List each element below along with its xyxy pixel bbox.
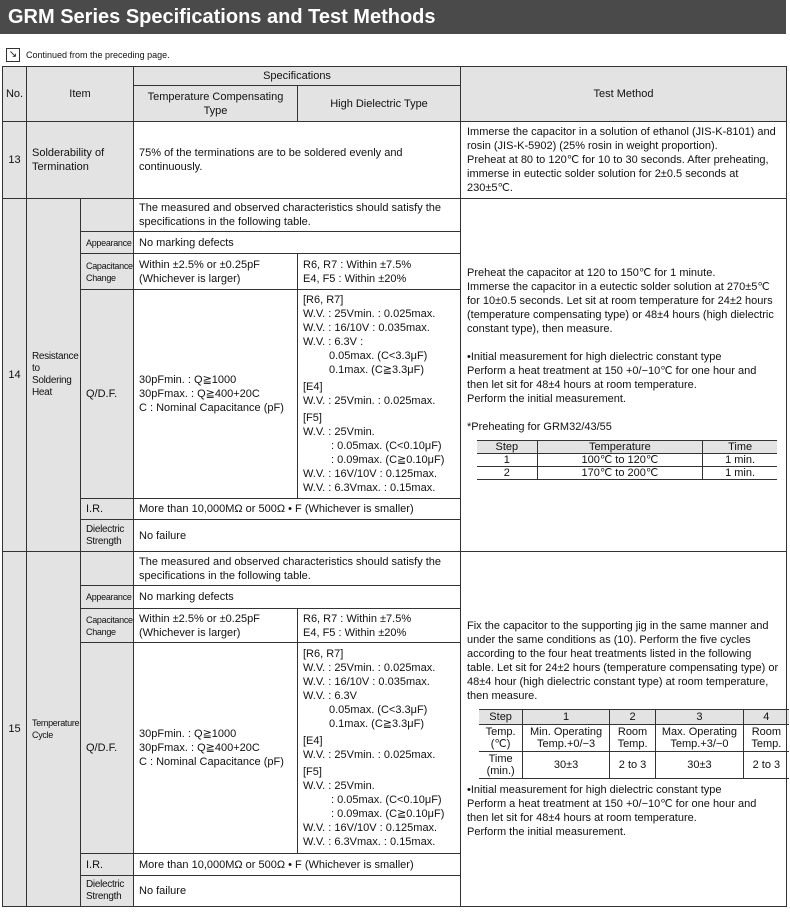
spec-qdf-hd (298, 643, 461, 854)
spec-ir: More than 10,000MΩ or 500Ω • F (Whichever is smaller) (134, 499, 461, 520)
row-no: 15 (3, 552, 27, 907)
qdf-line: [E4] (303, 381, 323, 393)
sub-label: Dielectric Strength (81, 876, 134, 907)
spec-ds: No failure (134, 520, 461, 552)
spec-cap-tc (134, 254, 298, 290)
page-title: GRM Series Specifications and Test Methods (0, 0, 786, 34)
spec-cap-tc (134, 609, 298, 643)
line: (Whichever is larger) (139, 272, 241, 285)
cell: Room Temp. (743, 725, 789, 752)
spec-table (2, 66, 787, 907)
sub-label: Capacitance Change (81, 609, 134, 643)
spec-text: 75% of the terminations are to be soldered evenly and continuously. (134, 122, 461, 199)
qdf-line: : 0.09max. (C≧0.10μF) (331, 454, 445, 466)
row-no: 14 (3, 199, 27, 552)
cell: 30±3 (656, 752, 744, 779)
spec-appearance: No marking defects (134, 586, 461, 609)
spec-qdf-hd (298, 290, 461, 499)
th: 4 (743, 710, 789, 725)
sub-label: I.R. (81, 854, 134, 876)
spec-cap-hd (298, 609, 461, 643)
qdf-line: W.V. : 6.3Vmax. : 0.15max. (303, 836, 436, 848)
cell: 1 (477, 454, 537, 467)
test-method (461, 122, 787, 199)
cell: Room Temp. (609, 725, 655, 752)
header-test-method: Test Method (461, 67, 787, 122)
line: R6, R7 : Within ±7.5% (303, 612, 412, 625)
cell: 2 (477, 467, 537, 480)
th: 1 (523, 710, 610, 725)
qdf-line: W.V. : 6.3Vmax. : 0.15max. (303, 482, 436, 494)
sub-label: Capacitance Change (81, 254, 134, 290)
qdf-line: : 0.09max. (C≧0.10μF) (331, 808, 445, 820)
sub-label: Q/D.F. (81, 643, 134, 854)
qdf-line: W.V. : 16/10V : 0.035max. (303, 322, 430, 334)
test-method (461, 552, 787, 907)
test-text: •Initial measurement for high dielectric constant type (467, 784, 722, 796)
th: Step (477, 441, 537, 454)
cell: Min. Operating Temp.+0/−3 (523, 725, 610, 752)
line: Within ±2.5% or ±0.25pF (139, 612, 260, 625)
test-text: Fix the capacitor to the supporting jig in the same manner and under the same conditions as (10). Perform the five cycles according to the four heat treatments listed in the following table. Let sit for 24±2 hours (temperature compensating type) or 48±4 hour (high dielectric constant type) at room temperature, then measure. (467, 620, 779, 702)
test-method (461, 199, 787, 552)
qdf-line: W.V. : 16V/10V : 0.125max. (303, 822, 438, 834)
qdf-line: W.V. : 25Vmin. : 0.025max. (303, 395, 436, 407)
cell: 170℃ to 200℃ (537, 467, 703, 480)
blank-cell (81, 199, 134, 232)
line: E4, F5 : Within ±20% (303, 626, 407, 639)
test-text: *Preheating for GRM32/43/55 (467, 421, 612, 433)
qdf-line: [E4] (303, 735, 323, 747)
spec-ds: No failure (134, 876, 461, 907)
test-text: Perform the initial measurement. (467, 826, 626, 838)
cell: 2 to 3 (743, 752, 789, 779)
row-item: Temperature Cycle (27, 552, 81, 907)
spec-intro: The measured and observed characteristics should satisfy the specifications in the following table. (134, 552, 461, 586)
line: E4, F5 : Within ±20% (303, 272, 407, 285)
line: Within ±2.5% or ±0.25pF (139, 258, 260, 271)
spec-appearance: No marking defects (134, 232, 461, 254)
line: 30pFmax. : Q≧400+20C (139, 742, 260, 754)
continued-text: Continued from the preceding page. (26, 50, 170, 60)
continued-note (6, 48, 170, 62)
spec-cap-hd (298, 254, 461, 290)
header-no: No. (3, 67, 27, 122)
th: Step (479, 710, 523, 725)
qdf-line: W.V. : 16/10V : 0.035max. (303, 676, 430, 688)
sub-label: Q/D.F. (81, 290, 134, 499)
qdf-line: W.V. : 25Vmin. : 0.025max. (303, 749, 436, 761)
test-text: Perform the initial measurement. (467, 393, 626, 405)
test-text: Perform a heat treatment at 150 +0/−10℃ for one hour and then let sit for 48±4 hours at room temperature. (467, 798, 757, 824)
blank-cell (81, 552, 134, 586)
header-high-diel: High Dielectric Type (298, 86, 461, 122)
preheat-table (477, 440, 777, 480)
test-text: Preheat at 80 to 120℃ for 10 to 30 seconds. After preheating, immerse in eutectic solder solution for 2±0.5 seconds at 230±5℃. (467, 154, 769, 194)
qdf-line: W.V. : 25Vmin. : 0.025max. (303, 308, 436, 320)
qdf-line: 0.1max. (C≧3.3μF) (329, 718, 425, 730)
cell: 1 min. (703, 467, 777, 480)
cycle-table (479, 709, 789, 779)
row-no: 13 (3, 122, 27, 199)
qdf-line: W.V. : 6.3V (303, 690, 358, 702)
th: Temperature (537, 441, 703, 454)
test-text: Perform a heat treatment at 150 +0/−10℃ for one hour and then let sit for 48±4 hours at room temperature. (467, 365, 757, 391)
line: 30pFmin. : Q≧1000 (139, 728, 237, 740)
spec-intro: The measured and observed characteristics should satisfy the specifications in the following table. (134, 199, 461, 232)
cell: Temp. (℃) (479, 725, 523, 752)
cell: 30±3 (523, 752, 610, 779)
qdf-line: W.V. : 25Vmin. (303, 780, 375, 792)
line: 30pFmin. : Q≧1000 (139, 374, 237, 386)
test-text: •Initial measurement for high dielectric constant type (467, 351, 722, 363)
cell: 2 to 3 (609, 752, 655, 779)
line: (Whichever is larger) (139, 626, 241, 639)
qdf-line: : 0.05max. (C<0.10μF) (331, 794, 442, 806)
test-text: Immerse the capacitor in a solution of ethanol (JIS-K-8101) and rosin (JIS-K-5902) (25% rosin in weight proportion). (467, 126, 776, 152)
cell: 1 min. (703, 454, 777, 467)
sub-label: I.R. (81, 499, 134, 520)
test-text: Immerse the capacitor in a eutectic solder solution at 270±5℃ for 10±0.5 seconds. Let sit at room temperature for 24±2 hours (temperature compensating type) or 48±4 hours (high dielectric constant type), then measure. (467, 281, 774, 335)
qdf-line: 0.05max. (C<3.3μF) (329, 704, 428, 716)
sub-label: Appearance (81, 586, 134, 609)
test-text: Preheat the capacitor at 120 to 150℃ for 1 minute. (467, 267, 716, 279)
sub-label: Dielectric Strength (81, 520, 134, 552)
row-item: Resistance to Soldering Heat (27, 199, 81, 552)
header-specifications: Specifications (134, 67, 461, 86)
qdf-line: W.V. : 16V/10V : 0.125max. (303, 468, 438, 480)
line: C : Nominal Capacitance (pF) (139, 402, 284, 414)
qdf-line: : 0.05max. (C<0.10μF) (331, 440, 442, 452)
qdf-line: [F5] (303, 412, 322, 424)
row-item: Solderability of Termination (27, 122, 134, 199)
line: 30pFmax. : Q≧400+20C (139, 388, 260, 400)
header-temp-comp: Temperature Compensating Type (134, 86, 298, 122)
spec-ir: More than 10,000MΩ or 500Ω • F (Whichever is smaller) (134, 854, 461, 876)
th: 3 (656, 710, 744, 725)
qdf-line: W.V. : 6.3V : (303, 336, 364, 348)
qdf-line: 0.05max. (C<3.3μF) (329, 350, 428, 362)
cell: 100℃ to 120℃ (537, 454, 703, 467)
spec-qdf-tc (134, 643, 298, 854)
qdf-line: [F5] (303, 766, 322, 778)
cell: Max. Operating Temp.+3/−0 (656, 725, 744, 752)
qdf-line: [R6, R7] (303, 648, 344, 660)
qdf-line: W.V. : 25Vmin. : 0.025max. (303, 662, 436, 674)
line: C : Nominal Capacitance (pF) (139, 756, 284, 768)
qdf-line: W.V. : 25Vmin. (303, 426, 375, 438)
cell: Time (min.) (479, 752, 523, 779)
sub-label: Appearance (81, 232, 134, 254)
spec-qdf-tc (134, 290, 298, 499)
header-item: Item (27, 67, 134, 122)
qdf-line: 0.1max. (C≧3.3μF) (329, 364, 425, 376)
line: R6, R7 : Within ±7.5% (303, 258, 412, 271)
qdf-line: [R6, R7] (303, 294, 344, 306)
th: 2 (609, 710, 655, 725)
arrow-down-right-icon: ↘ (6, 48, 20, 62)
th: Time (703, 441, 777, 454)
